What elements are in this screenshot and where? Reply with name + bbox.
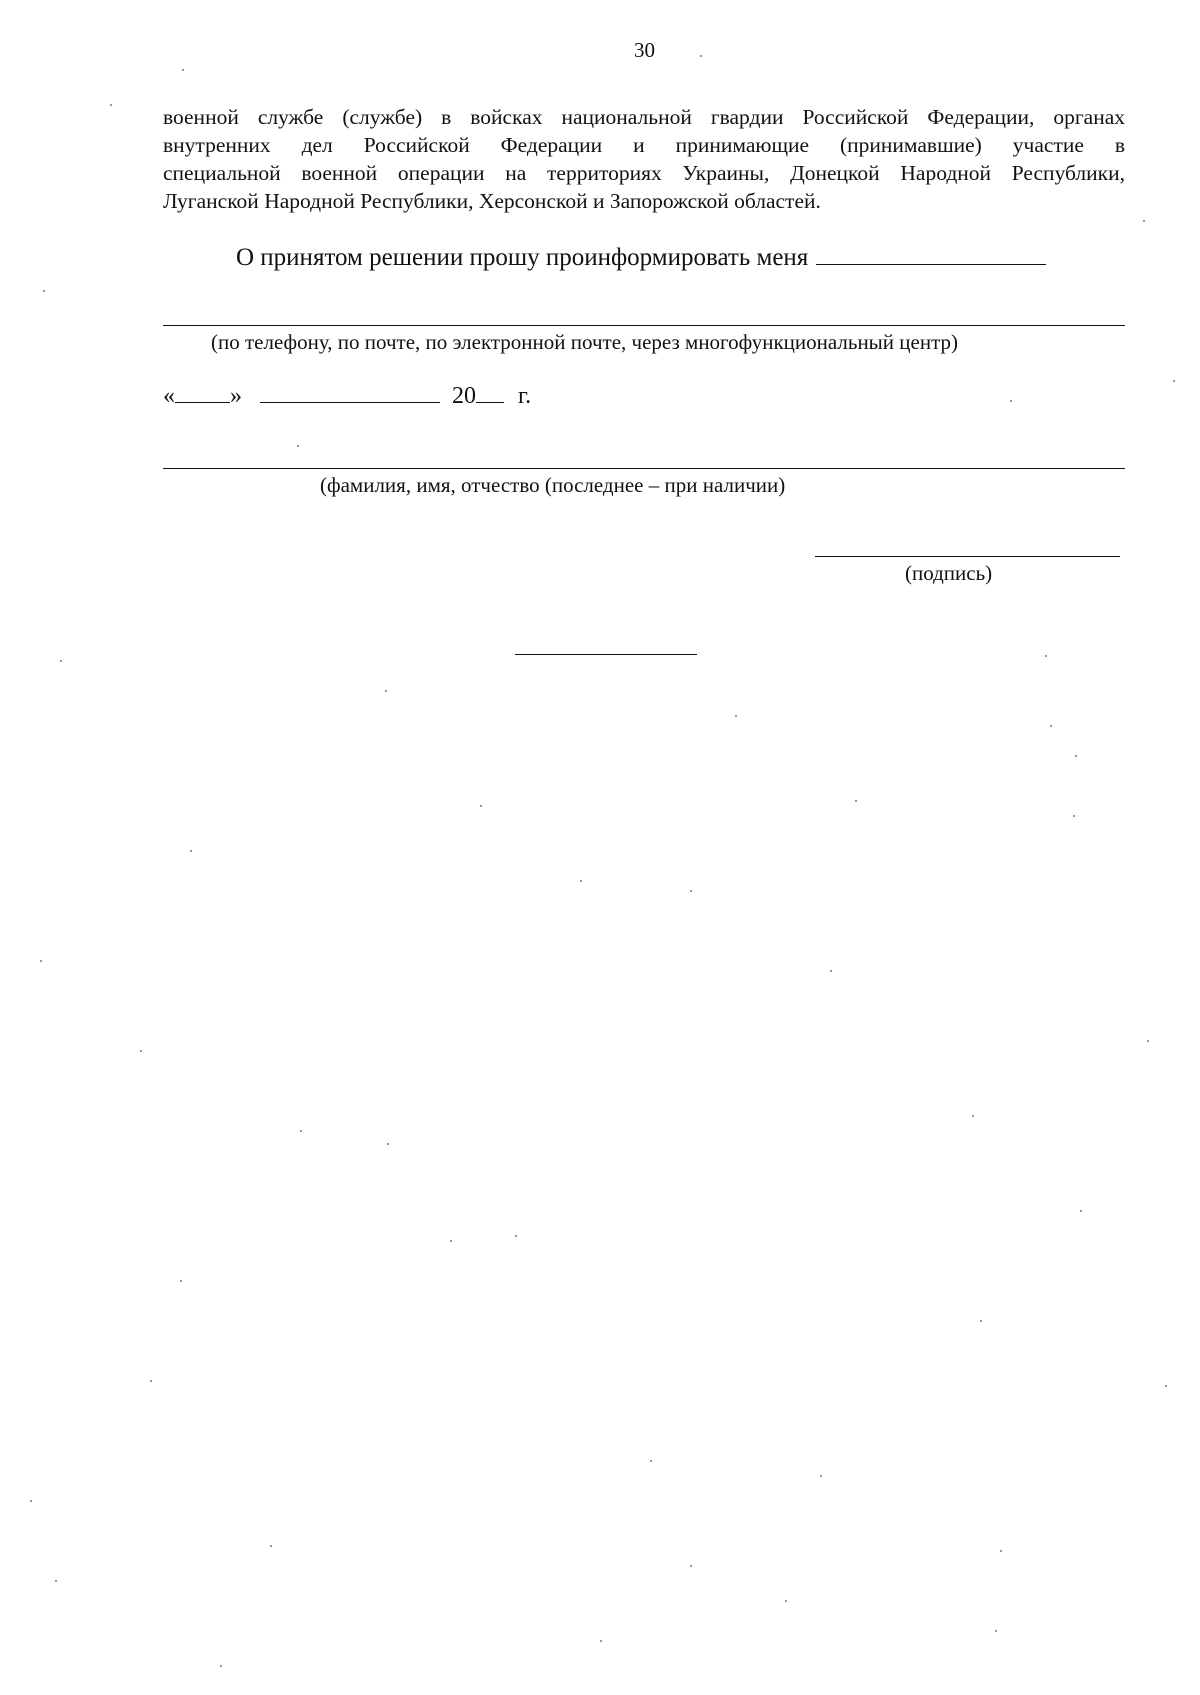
date-open-quote: « xyxy=(163,383,175,409)
page-number: 30 xyxy=(634,38,655,62)
full-name-line[interactable] xyxy=(163,468,1125,469)
date-month-blank[interactable] xyxy=(260,384,440,403)
date-day-blank[interactable] xyxy=(175,384,230,403)
inform-method-blank[interactable] xyxy=(816,263,1046,265)
date-close-quote: » xyxy=(230,383,242,409)
intro-line-3: специальной военной операции на территориях Украины, Донецкой Народной Республики, xyxy=(163,161,1125,185)
date-year-suffix: г. xyxy=(518,383,532,409)
intro-line-2: внутренних дел Российской Федерации и принимающие (принимавшие) участие в xyxy=(163,133,1125,157)
inform-method-caption: (по телефону, по почте, по электронной почте, через многофункциональный центр) xyxy=(211,330,959,354)
intro-paragraph xyxy=(163,103,1125,215)
inform-request xyxy=(236,244,1046,272)
intro-line-1: военной службе (службе) в войсках национальной гвардии Российской Федерации, органах xyxy=(163,105,1125,129)
intro-line-4: Луганской Народной Республики, Херсонской и Запорожской областей. xyxy=(163,189,821,213)
full-name-caption: (фамилия, имя, отчество (последнее – при наличии) xyxy=(320,473,786,497)
date-year-prefix: 20 xyxy=(452,383,476,409)
signature-caption: (подпись) xyxy=(905,561,993,585)
inform-method-line[interactable] xyxy=(163,325,1125,326)
end-divider xyxy=(515,654,697,655)
inform-request-text: О принятом решении прошу проинформировать меня xyxy=(236,244,809,271)
date-year-blank[interactable] xyxy=(476,384,504,403)
date-field xyxy=(163,383,531,410)
signature-line[interactable] xyxy=(815,556,1120,557)
